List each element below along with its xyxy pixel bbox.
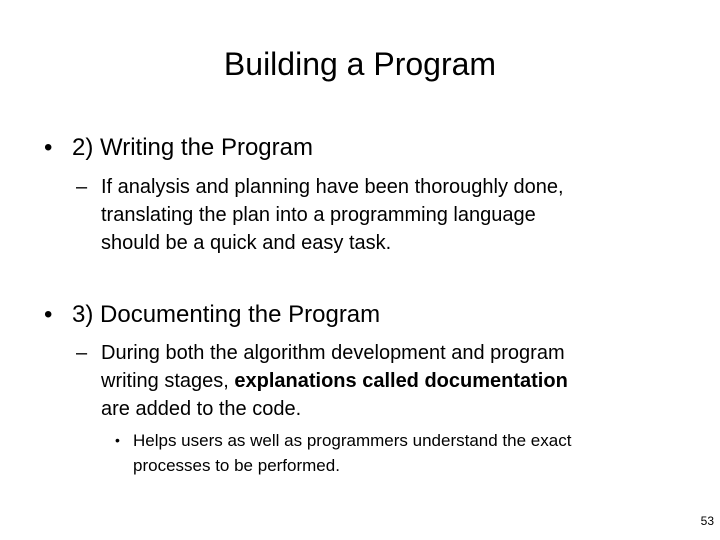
sub-item-line [101, 367, 681, 395]
emphasis-text: explanations called documentation [234, 370, 568, 392]
sub-sub-item-line: Helps users as well as programmers understand the exact [133, 431, 572, 450]
sub-item-line: During both the algorithm development and program [101, 342, 565, 364]
sub-item-line: are added to the code. [101, 398, 302, 420]
dash-icon: – [76, 176, 88, 198]
sub-sub-item-text [133, 428, 673, 478]
page-number: 53 [700, 514, 714, 528]
bullet-icon: • [44, 301, 53, 328]
bullet-text: 2) Writing the Program [72, 134, 313, 161]
bullet-text: 3) Documenting the Program [72, 301, 381, 328]
bullet-icon: • [115, 432, 120, 448]
sub-item-line-plain: writing stages, [101, 370, 235, 392]
sub-sub-item-line: processes to be performed. [133, 456, 340, 475]
sub-item-line: translating the plan into a programming language [101, 204, 536, 226]
sub-item-line: If analysis and planning have been thoroughly done, [101, 176, 564, 198]
slide-title: Building a Program [223, 46, 497, 82]
sub-item-text [101, 173, 681, 257]
sub-item-text [101, 339, 681, 423]
sub-item-line: should be a quick and easy task. [101, 232, 392, 254]
dash-icon: – [76, 342, 88, 364]
bullet-icon: • [44, 134, 53, 161]
